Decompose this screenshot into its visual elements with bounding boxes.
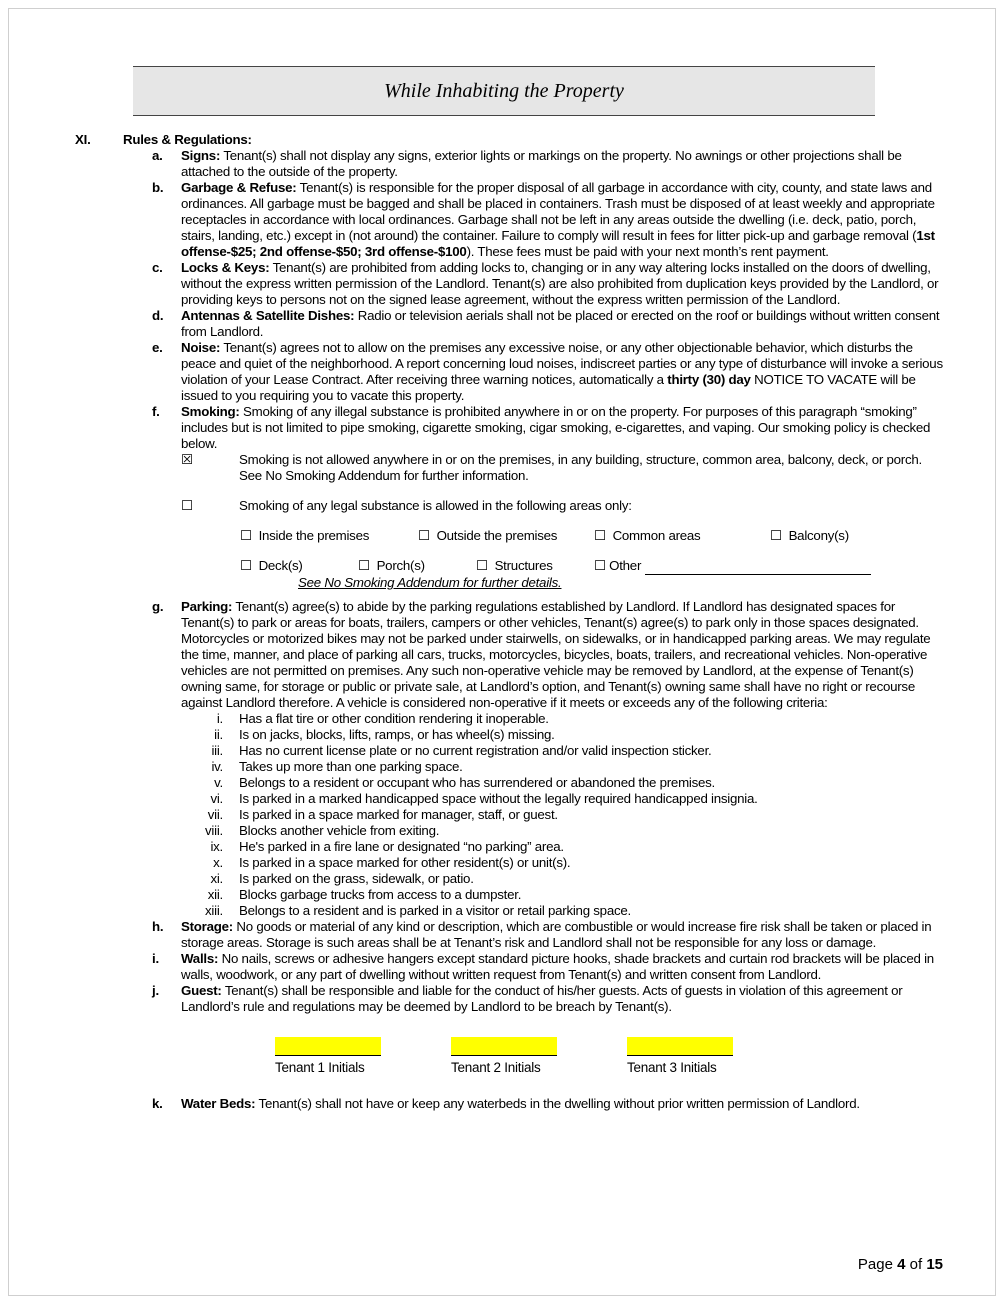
tenant-1-initials: Tenant 1 Initials bbox=[275, 1037, 451, 1076]
area-other[interactable]: ☐ Other bbox=[594, 558, 871, 575]
rule-garbage: b. Garbage & Refuse: Tenant(s) is responsible for the proper disposal of all garbage in accordance with city, county, and state laws and ordinances. All garbage must be bagged and shall be placed in containers. Trash must be disposed of at least weekly and appropriate receptacles in accordance with local ordinances. Garbage shall not be left in any areas outside the dwelling (i.e. deck, patio, porch, stairs, landing, etc.) except in (not around) the container. Failure to comply will result in fees for litter pick-up and garbage removal (1st offense-$25; 2nd offense-$50; 3rd offense-$100). These fees must be paid with your next month’s rent payment. bbox=[152, 180, 935, 259]
unchecked-checkbox[interactable]: ☐ bbox=[181, 498, 193, 513]
area-common[interactable]: ☐ Common areas bbox=[594, 528, 701, 543]
rules-list bbox=[152, 148, 947, 1112]
criteria-item: x. Is parked in a space marked for other resident(s) or unit(s). bbox=[213, 855, 571, 870]
criteria-item: v. Belongs to a resident or occupant who has surrendered or abandoned the premises. bbox=[214, 775, 715, 790]
section-header-title: While Inhabiting the Property bbox=[384, 79, 624, 102]
area-porch[interactable]: ☐ Porch(s) bbox=[358, 558, 425, 573]
criteria-item: ix. He's parked in a fire lane or designated “no parking” area. bbox=[210, 839, 564, 854]
checked-checkbox[interactable]: ☒ bbox=[181, 452, 193, 467]
criteria-item: xi. Is parked on the grass, sidewalk, or patio. bbox=[210, 871, 474, 886]
rule-parking: g. Parking: Tenant(s) agree(s) to abide by the parking regulations established by Landlord. If Landlord has designated spaces for Tenant(s) to park or areas for boats, trailers, campers or other vehicles, Tenant(s) agree(s) to park only in those spaces designated. Motorcycles or motorized bikes may not be parked under stairwells, on sidewalks, or in handicapped parking areas. We may regulate the time, manner, and place of parking all cars, trucks, motorcycles, bicycles, boats, trailers, and recreational vehicles. Non-operative vehicles are not permitted on premises. Any such non-operative vehicle may be removed by Landlord, at the expense of Tenant(s) owning same, for storage or public or private sale, at Landlord’s option, and Tenant(s) owning same shall have no right or recourse against Landlord therefore. A vehicle is considered non-operative if it meets or exceeds any of the following criteria: bbox=[152, 599, 931, 710]
smoking-option-allowed-areas: ☐ Smoking of any legal substance is allowed in the following areas only: bbox=[181, 498, 632, 513]
criteria-item: vi. Is parked in a marked handicapped space without the legally required handicapped insignia. bbox=[210, 791, 758, 806]
rule-water-beds: k. Water Beds: Tenant(s) shall not have or keep any waterbeds in the dwelling without prior written permission of Landlord. bbox=[152, 1096, 860, 1111]
area-balcony[interactable]: ☐ Balcony(s) bbox=[770, 528, 849, 543]
criteria-item: i. Has a flat tire or other condition rendering it inoperable. bbox=[216, 711, 549, 726]
area-inside[interactable]: ☐ Inside the premises bbox=[240, 528, 370, 543]
criteria-item: xiii. Belongs to a resident and is parked in a visitor or retail parking space. bbox=[205, 903, 631, 918]
rule-locks: c. Locks & Keys: Tenant(s) are prohibited from adding locks to, changing or in any way altering locks installed on the doors of dwelling, without the express written permission of the Landlord. Tenant(s) are also prohibited from duplication keys provided by the Landlord, or providing keys to persons not on the signed lease agreement, without the express written permission of the Landlord. bbox=[152, 260, 939, 307]
smoking-areas-row-1 bbox=[240, 528, 947, 544]
non-operative-criteria-list bbox=[181, 711, 947, 919]
criteria-item: vii. Is parked in a space marked for manager, staff, or guest. bbox=[207, 807, 558, 822]
criteria-item: ii. Is on jacks, blocks, lifts, ramps, or has wheel(s) missing. bbox=[214, 727, 555, 742]
tenant-3-initials: Tenant 3 Initials bbox=[627, 1037, 803, 1076]
rule-noise: e. Noise: Tenant(s) agrees not to allow on the premises any excessive noise, or any other objectionable behavior, which disturbs the peace and quiet of the neighborhood. A report concerning loud noises, indiscreet parties or any type of disturbance will invoke a serious violation of your Lease Contract. After receiving three warning notices, automatically a thirty (30) day NOTICE TO VACATE will be issued to you requiring you to vacate this property. bbox=[152, 340, 943, 403]
section-heading: XI. Rules & Regulations: bbox=[75, 132, 252, 147]
smoking-areas-row-2 bbox=[240, 558, 947, 575]
rule-walls: i. Walls: No nails, screws or adhesive hangers except standard picture hooks, shade brackets and curtain rod brackets will be placed in walls, woodwork, or any part of dwelling without written request from Tenant(s) and written consent from Landlord. bbox=[152, 951, 934, 982]
area-outside[interactable]: ☐ Outside the premises bbox=[418, 528, 558, 543]
addendum-note: See No Smoking Addendum for further details. bbox=[298, 575, 562, 590]
rule-guest: j. Guest: Tenant(s) shall be responsible and liable for the conduct of his/her guests. Acts of guests in violation of this agreement or Landlord’s rule and regulations may be deemed by Landlord to be breach by Tenant(s). bbox=[152, 983, 903, 1014]
other-area-field[interactable] bbox=[645, 558, 871, 575]
tenant-3-initials-field[interactable] bbox=[627, 1037, 733, 1056]
rule-antennas: d. Antennas & Satellite Dishes: Radio or television aerials shall not be placed or erected on the roof or buildings without written consent from Landlord. bbox=[152, 308, 940, 339]
criteria-item: xii. Blocks garbage trucks from access to a dumpster. bbox=[207, 887, 522, 902]
rule-storage: h. Storage: No goods or material of any kind or description, which are combustible or would increase fire risk shall be taken or placed in storage areas. Storage is such areas shall be at Tenant’s risk and Landlord shall not be responsible for any loss or damage. bbox=[152, 919, 932, 950]
tenant-1-initials-field[interactable] bbox=[275, 1037, 381, 1056]
criteria-item: viii. Blocks another vehicle from exiting. bbox=[205, 823, 440, 838]
area-deck[interactable]: ☐ Deck(s) bbox=[240, 558, 303, 573]
tenant-initials-row bbox=[275, 1037, 947, 1076]
rule-smoking: f. Smoking: Smoking of any illegal substance is prohibited anywhere in or on the property. For purposes of this paragraph “smoking” includes but is not limited to pipe smoking, cigarette smoking, cigar smoking, e-cigarettes, and vaping. Our smoking policy is checked below. bbox=[152, 404, 931, 451]
tenant-2-initials-field[interactable] bbox=[451, 1037, 557, 1056]
section-header-band bbox=[133, 66, 875, 116]
rule-signs: a. Signs: Tenant(s) shall not display any signs, exterior lights or markings on the property. No awnings or other projections shall be attached to the outside of the property. bbox=[152, 148, 902, 179]
tenant-2-initials: Tenant 2 Initials bbox=[451, 1037, 627, 1076]
area-structures[interactable]: ☐ Structures bbox=[476, 558, 553, 573]
page-number: Page 4 of 15 bbox=[857, 1256, 943, 1273]
criteria-item: iii. Has no current license plate or no current registration and/or valid inspection sticker. bbox=[211, 743, 712, 758]
smoking-option-no-smoking: ☒ Smoking is not allowed anywhere in or on the premises, in any building, structure, common area, balcony, deck, or porch. See No Smoking Addendum for further information. bbox=[181, 452, 922, 483]
criteria-item: iv. Takes up more than one parking space. bbox=[211, 759, 463, 774]
